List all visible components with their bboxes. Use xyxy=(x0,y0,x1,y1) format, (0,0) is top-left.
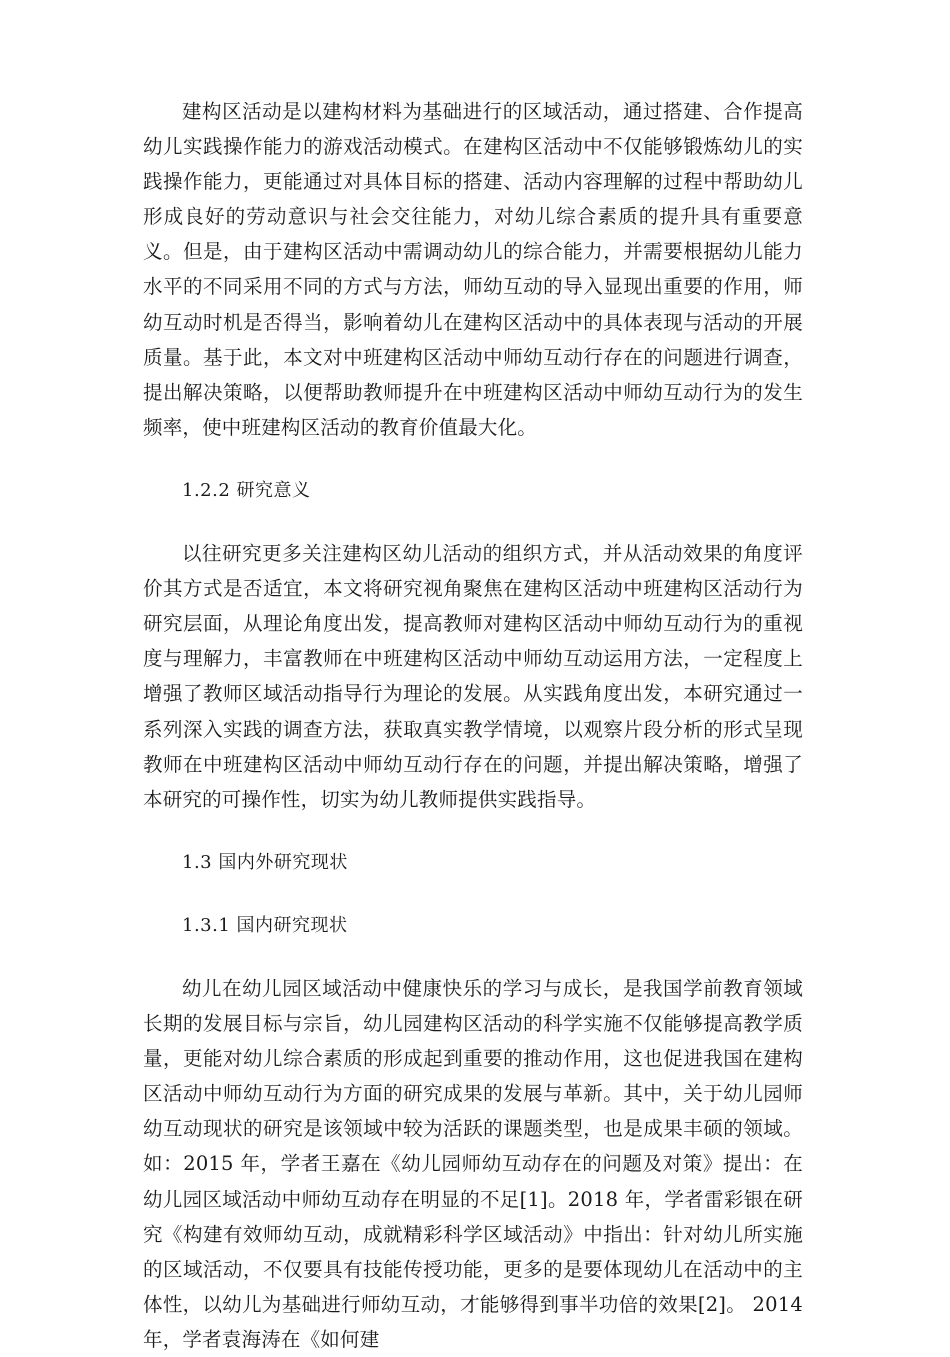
section-heading-1-2-2: 1.2.2 研究意义 xyxy=(182,479,311,501)
section-heading-1-3-1: 1.3.1 国内研究现状 xyxy=(182,914,348,936)
body-paragraph: 幼儿在幼儿园区域活动中健康快乐的学习与成长，是我国学前教育领域长期的发展目标与宗旨，幼儿园建构区活动的科学实施不仅能够提高教学质量，更能对幼儿综合素质的形成起到重要的推动作用，这也促进我国在建构区活动中师幼互动行为方面的研究成果的发展与革新。其中，关于幼儿园师幼互动现状的研究是该领域中较为活跃的课题类型，也是成果丰硕的领域。如：2015 年，学者王嘉在《幼儿园师幼互动存在的问题及对策》提出：在幼儿园区域活动中师幼互动存在明显的不足[1]。2018 年，学者雷彩银在研究《构建有效师幼互动，成就精彩科学区域活动》中指出：针对幼儿所实施的区域活动，不仅要具有技能传授功能，更多的是要体现幼儿在活动中的主体性，以幼儿为基础进行师幼互动，才能够得到事半功倍的效果[2]。 2014 年，学者袁海涛在《如何建 xyxy=(143,976,803,1351)
section-heading-1-3: 1.3 国内外研究现状 xyxy=(182,851,348,873)
body-paragraph: 建构区活动是以建构材料为基础进行的区域活动，通过搭建、合作提高幼儿实践操作能力的游戏活动模式。在建构区活动中不仅能够锻炼幼儿的实践操作能力，更能通过对具体目标的搭建、活动内容理解的过程中帮助幼儿形成良好的劳动意识与社会交往能力，对幼儿综合素质的提升具有重要意义。但是，由于建构区活动中需调动幼儿的综合能力，并需要根据幼儿能力水平的不同采用不同的方式与方法，师幼互动的导入显现出重要的作用，师幼互动时机是否得当，影响着幼儿在建构区活动中的具体表现与活动的开展质量。基于此，本文对中班建构区活动中师幼互动行存在的问题进行调查，提出解决策略，以便帮助教师提升在中班建构区活动中师幼互动行为的发生频率，使中班建构区活动的教育价值最大化。 xyxy=(143,100,803,439)
document-body xyxy=(143,94,803,1357)
body-paragraph: 以往研究更多关注建构区幼儿活动的组织方式，并从活动效果的角度评价其方式是否适宜，本文将研究视角聚焦在建构区活动中班建构区活动行为研究层面，从理论角度出发，提高教师对建构区活动中师幼互动行为的重视度与理解力，丰富教师在中班建构区活动中师幼互动运用方法，一定程度上增强了教师区域活动指导行为理论的发展。从实践角度出发，本研究通过一系列深入实践的调查方法，获取真实教学情境，以观察片段分析的形式呈现教师在中班建构区活动中师幼互动行存在的问题，并提出解决策略，增强了本研究的可操作性，切实为幼儿教师提供实践指导。 xyxy=(143,542,803,811)
